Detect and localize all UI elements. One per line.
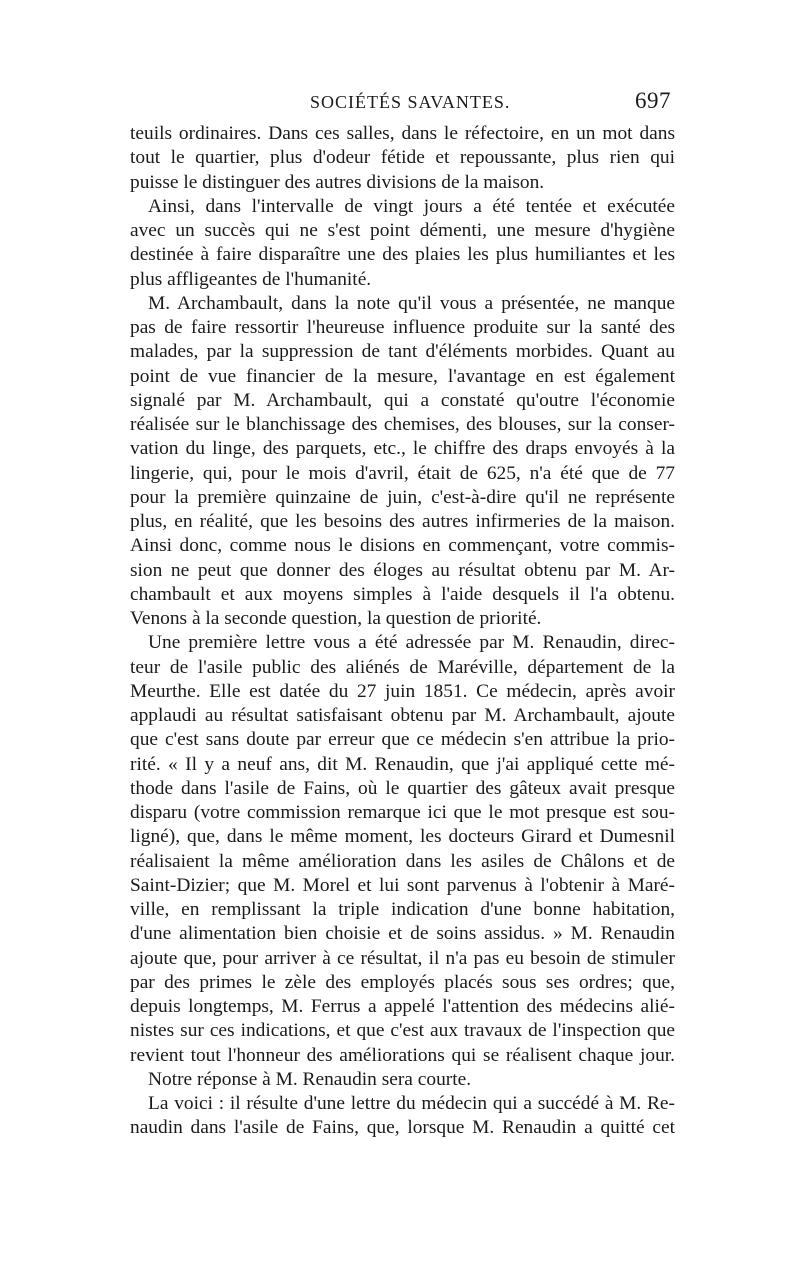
text-line: rité. « Il y a neuf ans, dit M. Renaudin, que j'ai appliqué cette mé- — [130, 753, 675, 775]
text-line: teuils ordinaires. Dans ces salles, dans le réfectoire, en un mot dans — [130, 123, 675, 144]
page-number: 697 — [635, 88, 671, 113]
text-line: ville, en remplissant la triple indication d'une bonne habitation, — [130, 899, 675, 920]
document-page — [130, 88, 675, 1141]
text-line: pas de faire ressortir l'heureuse influence produite sur la santé des — [130, 317, 675, 338]
text-line: Meurthe. Elle est datée du 27 juin 1851. Ce médecin, après avoir — [130, 680, 675, 702]
text-line: depuis longtemps, M. Ferrus a appelé l'attention des médecins alié- — [130, 996, 675, 1017]
running-head — [130, 88, 675, 122]
running-title: SOCIÉTÉS SAVANTES. — [310, 92, 511, 112]
text-line: que c'est sans doute par erreur que ce médecin s'en attribue la prio- — [130, 729, 675, 751]
text-line: teur de l'asile public des aliénés de Maréville, département de la — [130, 656, 675, 678]
text-line: Notre réponse à M. Renaudin sera courte. — [148, 1068, 472, 1090]
text-line: plus, en réalité, que les besoins des autres infirmeries de la maison. — [130, 511, 675, 532]
text-line: pour la première quinzaine de juin, c'est-à-dire qu'il ne représente — [130, 486, 675, 508]
text-line: M. Archambault, dans la note qu'il vous a présentée, ne manque — [148, 292, 675, 314]
text-line: d'une alimentation bien choisie et de soins assidus. » M. Renaudin — [130, 923, 675, 945]
text-line: Ainsi donc, comme nous le disions en commençant, votre commis- — [130, 535, 675, 557]
body-text — [130, 122, 675, 1141]
text-line: réalisée sur le blanchissage des chemises, des blouses, sur la conser- — [130, 414, 675, 435]
text-line: vation du linge, des parquets, etc., le chiffre des draps envoyés à la — [130, 438, 675, 460]
text-line: puisse le distinguer des autres divisions de la maison. — [130, 171, 545, 193]
text-line: Venons à la seconde question, la question de priorité. — [130, 608, 542, 629]
text-line: La voici : il résulte d'une lettre du médecin qui a succédé à M. Re- — [148, 1093, 675, 1114]
text-line: lingerie, qui, pour le mois d'avril, était de 625, n'a été que de 77 — [130, 462, 675, 484]
text-line: applaudi au résultat satisfaisant obtenu par M. Archambault, ajoute — [130, 705, 675, 726]
text-line: chambault et aux moyens simples à l'aide desquels il l'a obtenu. — [130, 583, 675, 605]
text-line: ligné), que, dans le même moment, les docteurs Girard et Dumesnil — [130, 826, 675, 848]
text-line: tout le quartier, plus d'odeur fétide et repoussante, plus rien qui — [130, 147, 675, 169]
text-line: plus affligeantes de l'humanité. — [130, 268, 372, 290]
text-line: Saint-Dizier; que M. Morel et lui sont parvenus à l'obtenir à Maré- — [130, 874, 675, 896]
text-line: signalé par M. Archambault, qui a constaté qu'outre l'économie — [130, 389, 675, 411]
text-line: revient tout l'honneur des améliorations qui se réalisent chaque jour. — [130, 1044, 675, 1066]
text-line: Une première lettre vous a été adressée par M. Renaudin, direc- — [148, 632, 675, 654]
text-line: Ainsi, dans l'intervalle de vingt jours a été tentée et exécutée — [148, 195, 675, 217]
text-line: disparu (votre commission remarque ici que le mot presque est sou- — [130, 802, 675, 823]
text-line: point de vue financier de la mesure, l'avantage en est également — [130, 365, 675, 387]
text-line: thode dans l'asile de Fains, où le quartier des gâteux avait presque — [130, 777, 675, 799]
text-line: malades, par la suppression de tant d'éléments morbides. Quant au — [130, 341, 675, 363]
text-line: sion ne peut que donner des éloges au résultat obtenu par M. Ar- — [130, 559, 675, 581]
text-line: ajoute que, pour arriver à ce résultat, il n'a pas eu besoin de stimuler — [130, 947, 675, 969]
text-line: par des primes le zèle des employés placés sous ses ordres; que, — [130, 971, 675, 993]
text-line: nistes sur ces indications, et que c'est aux travaux de l'inspection que — [130, 1020, 675, 1042]
text-line: avec un succès qui ne s'est point démenti, une mesure d'hygiène — [130, 220, 675, 241]
text-line: destinée à faire disparaître une des plaies les plus humiliantes et les — [130, 244, 675, 266]
text-line: naudin dans l'asile de Fains, que, lorsque M. Renaudin a quitté cet — [130, 1117, 675, 1139]
text-line: réalisaient la même amélioration dans les asiles de Châlons et de — [130, 850, 675, 872]
